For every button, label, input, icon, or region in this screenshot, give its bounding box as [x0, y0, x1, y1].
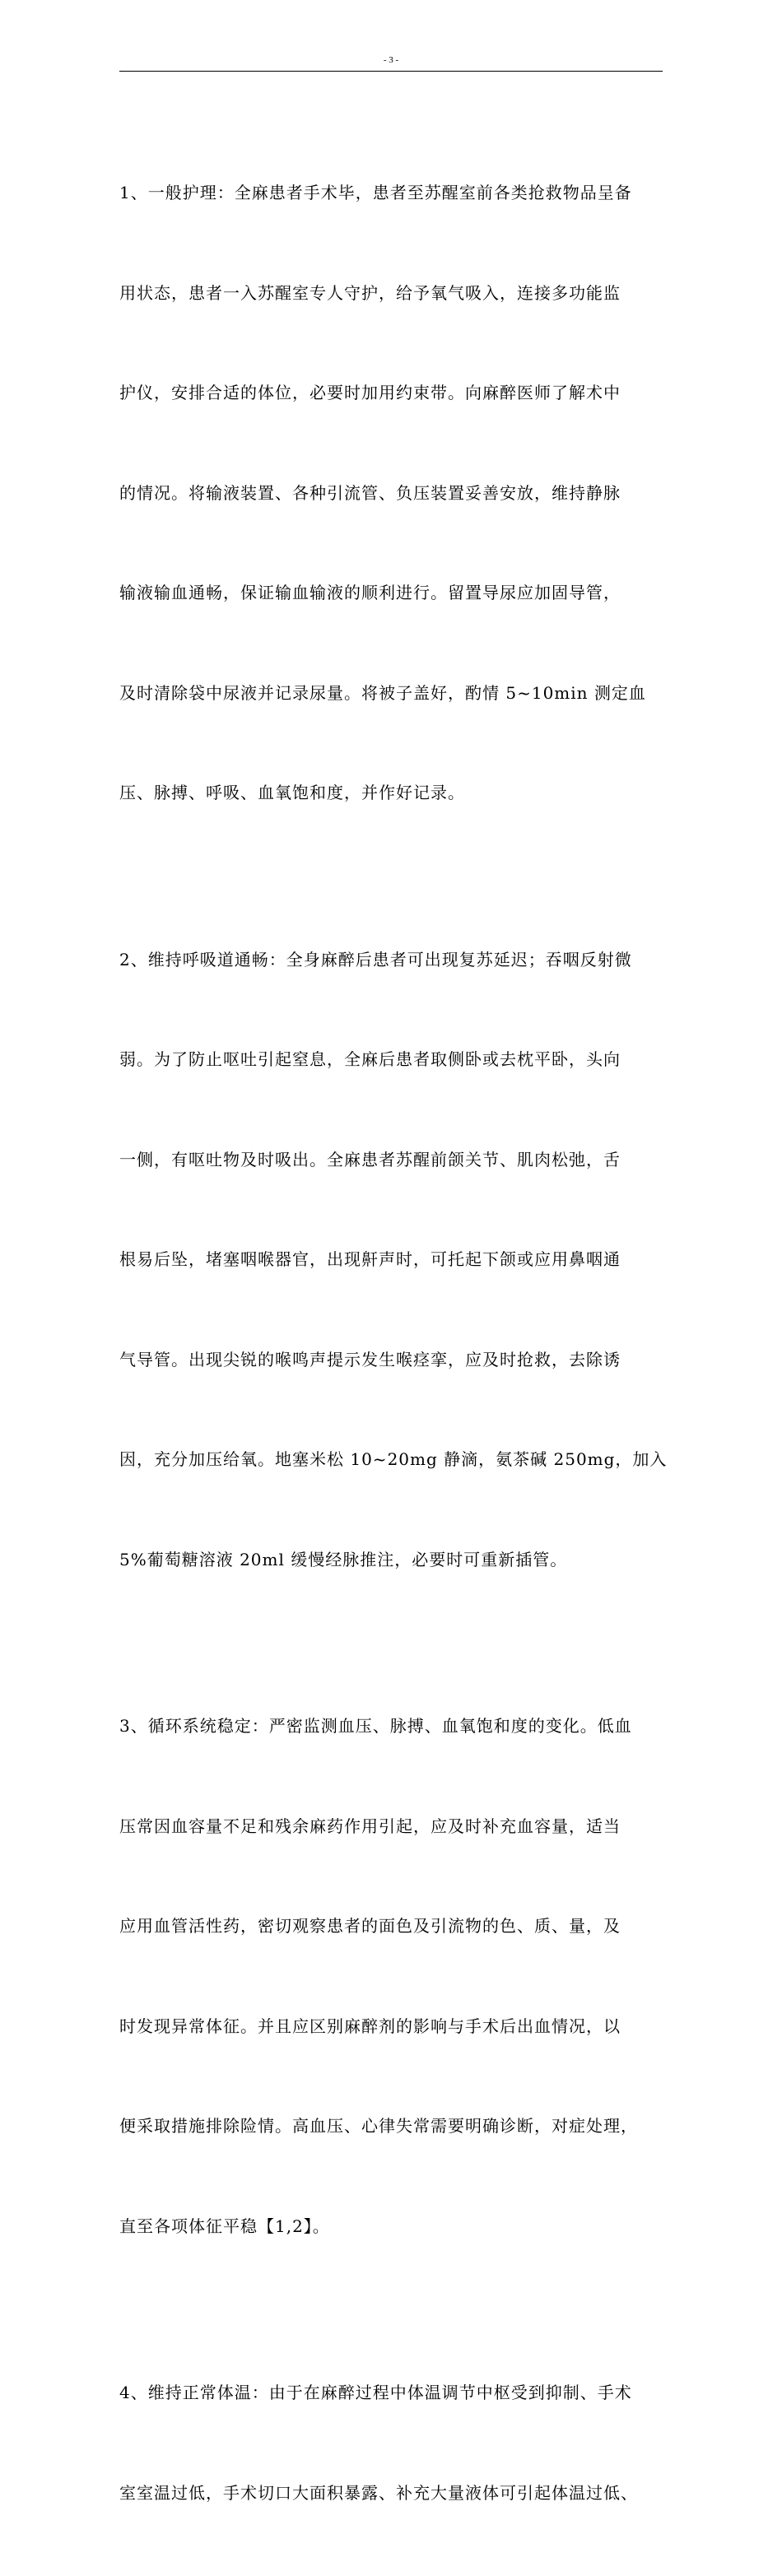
paragraph-general-care: [119, 109, 679, 876]
text-line: 室室温过低，手术切口大面积暴露、补充大量液体可引起体温过低、: [119, 2482, 638, 2503]
text-line: 输液输血通畅，保证输血输液的顺利进行。留置导尿应加固导管，: [119, 583, 621, 602]
text-line: 便采取措施排除险情。高血压、心律失常需要明确诊断，对症处理，: [119, 2116, 638, 2136]
text-line: 压常因血容量不足和残余麻药作用引起，应及时补充血容量，适当: [119, 1816, 621, 1836]
text-line: 用状态，患者一入苏醒室专人守护，给予氧气吸入，连接多功能监: [119, 282, 621, 303]
paragraph-circulation: [119, 1643, 679, 2309]
text-line: 根易后坠，堵塞咽喉器官，出现鼾声时，可托起下颌或应用鼻咽通: [119, 1249, 621, 1269]
paragraph-temperature: [119, 2309, 679, 2576]
text-line: 及时清除袋中尿液并记录尿量。将被子盖好，酌情 5~10min 测定血: [119, 682, 646, 703]
text-line: 应用血管活性药，密切观察患者的面色及引流物的色、质、量，及: [119, 1916, 621, 1936]
text-line: 4、维持正常体温：由于在麻醉过程中体温调节中枢受到抑制、手术: [119, 2383, 632, 2402]
text-line: 1、一般护理：全麻患者手术毕，患者至苏醒室前各类抢救物品呈备: [119, 183, 632, 202]
text-line: 的情况。将输液装置、各种引流管、负压装置妥善安放，维持静脉: [119, 482, 621, 503]
text-line: 一侧，有呕吐物及时吸出。全麻患者苏醒前颌关节、肌肉松弛，舌: [119, 1149, 621, 1169]
text-line: 时发现异常体征。并且应区别麻醉剂的影响与手术后出血情况，以: [119, 2016, 621, 2036]
header-divider: [119, 71, 663, 72]
paragraph-airway: [119, 876, 679, 1644]
text-line: 5%葡萄糖溶液 20ml 缓慢经脉推注，必要时可重新插管。: [119, 1549, 568, 1569]
text-line: 直至各项体征平稳【1,2】。: [119, 2216, 330, 2236]
page-number: - 3 -: [383, 55, 399, 65]
text-line: 3、循环系统稳定：严密监测血压、脉搏、血氧饱和度的变化。低血: [119, 1716, 632, 1736]
text-line: 压、脉搏、呼吸、血氧饱和度，并作好记录。: [119, 783, 465, 802]
text-line: 护仪，安排合适的体位，必要时加用约束带。向麻醉医师了解术中: [119, 383, 621, 402]
text-line: 因，充分加压给氧。地塞米松 10~20mg 静滴，氨茶碱 250mg，加入: [119, 1449, 668, 1469]
text-line: 2、维持呼吸道通畅：全身麻醉后患者可出现复苏延迟；吞咽反射微: [119, 949, 632, 969]
text-line: 气导管。出现尖锐的喉鸣声提示发生喉痉挛，应及时抢救，去除诱: [119, 1349, 621, 1369]
text-line: 弱。为了防止呕吐引起窒息，全麻后患者取侧卧或去枕平卧，头向: [119, 1049, 621, 1069]
document-body: [119, 109, 679, 2576]
